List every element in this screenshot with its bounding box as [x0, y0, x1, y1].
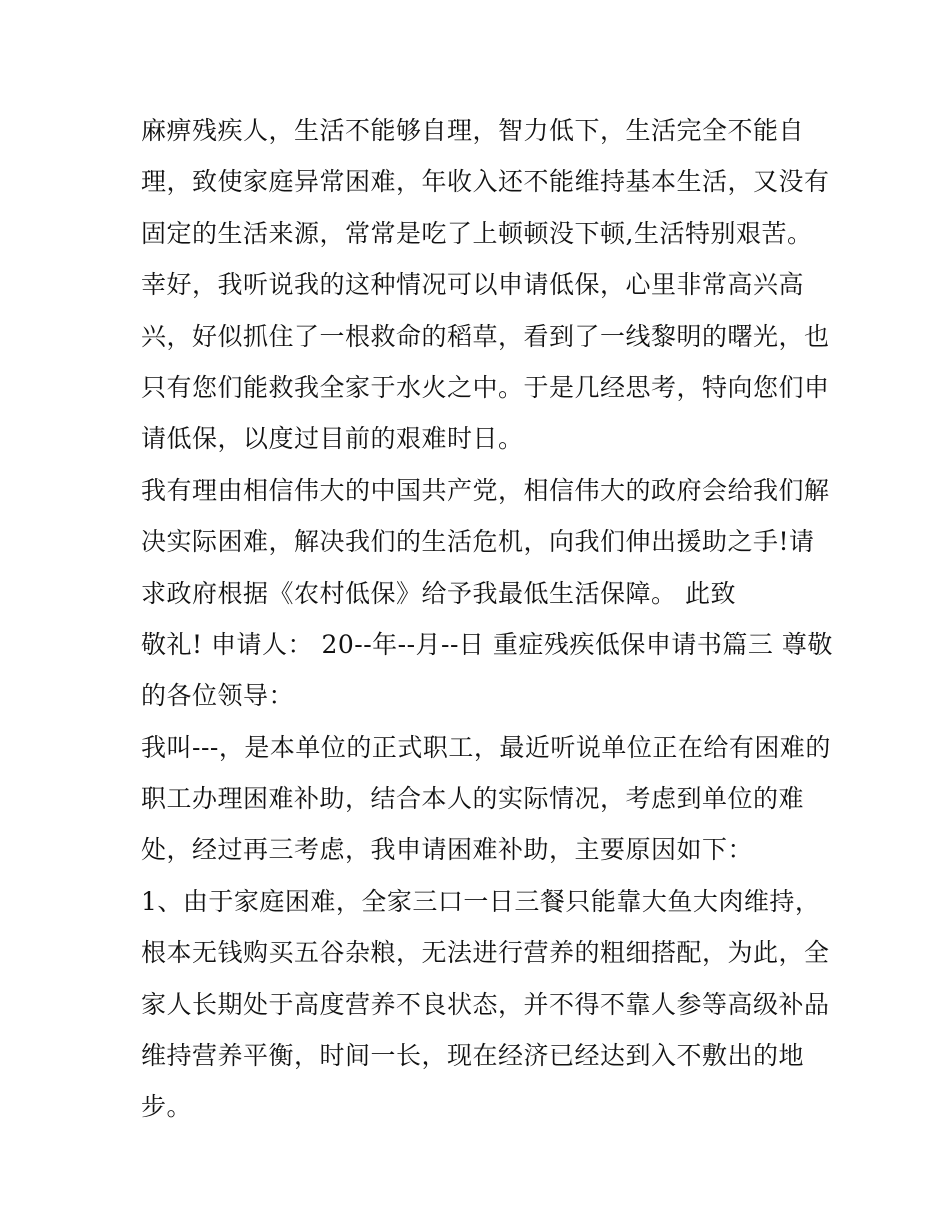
text-line: 理，致使家庭异常困难，年收入还不能维持基本生活，又没有 [141, 167, 830, 197]
document-body [141, 105, 833, 1133]
text-line: 兴，好似抓住了一根救命的稻草，看到了一线黎明的曙光，也 [141, 321, 830, 351]
text-line: 处，经过再三考虑，我申请困难补助，主要原因如下： [141, 835, 754, 865]
text-line: 维持营养平衡，时间一长，现在经济已经达到入不敷出的地 [141, 1041, 805, 1071]
text-line: 决实际困难，解决我们的生活危机，向我们伸出援助之手!请 [141, 527, 815, 557]
text-line: 根本无钱购买五谷杂粮，无法进行营养的粗细搭配，为此，全 [141, 938, 830, 968]
text-line: 麻痹残疾人，生活不能够自理，智力低下，生活完全不能自 [141, 116, 805, 145]
text-line: 我叫---，是本单位的正式职工，最近听说单位正在给有困难的 [141, 732, 831, 762]
text-line: 我有理由相信伟大的中国共产党，相信伟大的政府会给我们解 [141, 475, 830, 505]
text-line: 幸好，我听说我的这种情况可以申请低保，心里非常高兴高 [141, 270, 805, 300]
text-line: 求政府根据《农村低保》给予我最低生活保障。 此致 [141, 578, 736, 608]
text-line: 固定的生活来源，常常是吃了上顿顿没下顿,生活特别艰苦。 [141, 218, 813, 248]
text-line: 请低保，以度过目前的艰难时日。 [141, 424, 524, 454]
text-line: 步。 [141, 1092, 193, 1122]
text-line: 家人长期处于高度营养不良状态，并不得不靠人参等高级补品 [141, 989, 830, 1019]
text-line: 的各位领导： [141, 681, 295, 711]
text-line: 1、由于家庭困难，全家三口一日三餐只能靠大鱼大肉维持， [141, 886, 821, 916]
text-line: 只有您们能救我全家于水火之中。于是几经思考，特向您们申 [141, 372, 830, 402]
text-line: 敬礼! 申请人： 20--年--月--日 重症残疾低保申请书篇三 尊敬 [141, 629, 833, 659]
text-line: 职工办理困难补助，结合本人的实际情况，考虑到单位的难 [141, 784, 805, 814]
